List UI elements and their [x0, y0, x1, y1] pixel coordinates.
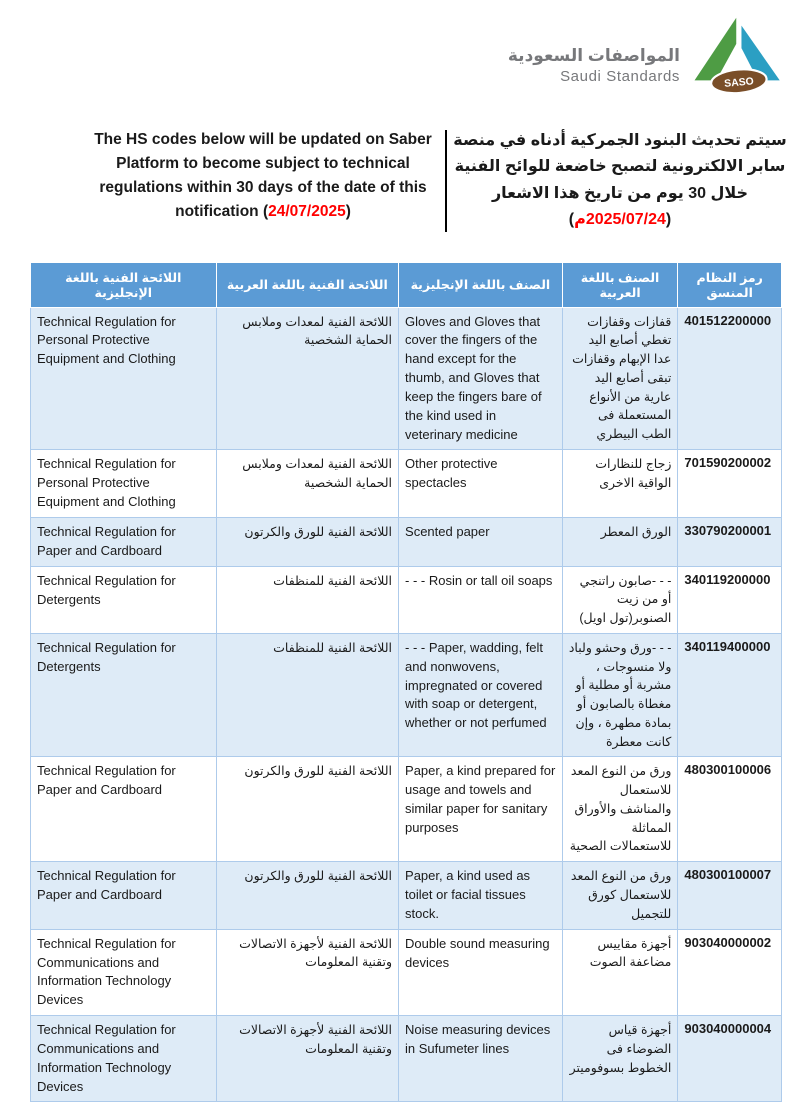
notification-date-arabic: 2025/07/24م	[574, 211, 666, 229]
item-english-cell: Gloves and Gloves that cover the fingers of the hand except for the thumb, and Gloves that keep the fingers bare of the kind used in veterinary medicine	[399, 307, 563, 450]
hs-codes-table	[30, 262, 782, 1102]
saso-logo-icon	[692, 16, 784, 101]
item-arabic-cell: أجهزة مقاييس مضاعفة الصوت	[562, 929, 678, 1015]
hs-code-cell: 903040000002	[678, 929, 782, 1015]
item-english-cell: Double sound measuring devices	[399, 929, 563, 1015]
page-header	[0, 0, 808, 100]
regulation-arabic-cell: اللائحة الفنية للورق والكرتون	[216, 518, 398, 567]
table-row	[31, 1016, 782, 1102]
hs-code-cell: 480300100006	[678, 757, 782, 862]
col-header-item-english: الصنف باللغة الإنجليزية	[399, 262, 563, 307]
regulation-arabic-cell: اللائحة الفنية للورق والكرتون	[216, 757, 398, 862]
notification-banner	[93, 128, 793, 234]
item-english-cell: - - - Rosin or tall oil soaps	[399, 566, 563, 633]
notification-text-english	[93, 128, 439, 234]
regulation-english-cell: Technical Regulation for Paper and Cardboard	[31, 862, 217, 930]
regulation-arabic-cell: اللائحة الفنية لمعدات وملابس الحماية الشخصية	[216, 307, 398, 450]
item-english-cell: Other protective spectacles	[399, 450, 563, 518]
table-row	[31, 633, 782, 757]
item-arabic-cell: - - -ورق وحشو ولباد ولا منسوجات ، مشربة أو مطلية أو مغطاة بالصابون أو بمادة مطهرة ، وإن كانت معطرة	[562, 633, 678, 757]
notification-text-arabic	[453, 128, 793, 234]
saso-brand	[508, 16, 784, 101]
notification-arabic-close: )	[568, 211, 575, 229]
table-header-row	[31, 262, 782, 307]
notification-english-body: The HS codes below will be updated on Saber Platform to become subject to technical regulations within 30 days of the date of this notification (	[94, 131, 432, 221]
item-arabic-cell: - - -صابون راتنجي أو من زيت الصنوبر(تول اويل)	[562, 566, 678, 633]
notice-divider	[445, 130, 447, 232]
item-arabic-cell: زجاج للنظارات الواقية الاخرى	[562, 450, 678, 518]
col-header-item-arabic: الصنف باللغة العربية	[562, 262, 678, 307]
regulation-arabic-cell: اللائحة الفنية لأجهزة الاتصالات وتقنية المعلومات	[216, 929, 398, 1015]
hs-code-cell: 340119200000	[678, 566, 782, 633]
table-row	[31, 929, 782, 1015]
brand-names	[508, 32, 680, 85]
hs-code-cell: 401512200000	[678, 307, 782, 450]
item-english-cell: Noise measuring devices in Sufumeter lines	[399, 1016, 563, 1102]
table-row	[31, 862, 782, 930]
table-row	[31, 450, 782, 518]
notification-date-english: 24/07/2025	[268, 203, 346, 221]
regulation-arabic-cell: اللائحة الفنية للورق والكرتون	[216, 862, 398, 930]
table-row	[31, 518, 782, 567]
table-row	[31, 307, 782, 450]
item-english-cell: Scented paper	[399, 518, 563, 567]
hs-code-cell: 480300100007	[678, 862, 782, 930]
regulation-english-cell: Technical Regulation for Communications and Information Technology Devices	[31, 1016, 217, 1102]
hs-code-cell: 340119400000	[678, 633, 782, 757]
item-english-cell: Paper, a kind prepared for usage and towels and similar paper for sanitary purposes	[399, 757, 563, 862]
item-arabic-cell: أجهزة قياس الضوضاء فى الخطوط بسوفوميتر	[562, 1016, 678, 1102]
logo-name-arabic: المواصفات السعودية	[507, 46, 680, 65]
hs-code-cell: 330790200001	[678, 518, 782, 567]
regulation-arabic-cell: اللائحة الفنية للمنظفات	[216, 566, 398, 633]
hs-code-cell: 701590200002	[678, 450, 782, 518]
item-arabic-cell: ورق من النوع المعد للاستعمال والمناشف والأوراق المماثلة للاستعمالات الصحية	[562, 757, 678, 862]
regulation-arabic-cell: اللائحة الفنية لأجهزة الاتصالات وتقنية المعلومات	[216, 1016, 398, 1102]
notification-english-close: )	[345, 203, 351, 221]
item-arabic-cell: قفازات وقفازات تغطي أصابع اليد عدا الإبهام وقفازات تبقى أصابع اليد عارية من الأنواع المستعملة فى الطب البيطري	[562, 307, 678, 450]
regulation-english-cell: Technical Regulation for Personal Protective Equipment and Clothing	[31, 450, 217, 518]
table-row	[31, 566, 782, 633]
saso-badge-label: SASO	[723, 76, 755, 90]
regulation-arabic-cell: اللائحة الفنية للمنظفات	[216, 633, 398, 757]
regulation-english-cell: Technical Regulation for Detergents	[31, 566, 217, 633]
regulation-english-cell: Technical Regulation for Communications and Information Technology Devices	[31, 929, 217, 1015]
col-header-regulation-arabic: اللائحة الفنية باللغة العربية	[216, 262, 398, 307]
logo-name-english: Saudi Standards	[560, 68, 680, 85]
item-english-cell: Paper, a kind used as toilet or facial tissues stock.	[399, 862, 563, 930]
item-arabic-cell: الورق المعطر	[562, 518, 678, 567]
regulation-english-cell: Technical Regulation for Paper and Cardboard	[31, 757, 217, 862]
hs-code-cell: 903040000004	[678, 1016, 782, 1102]
regulation-arabic-cell: اللائحة الفنية لمعدات وملابس الحماية الشخصية	[216, 450, 398, 518]
regulation-english-cell: Technical Regulation for Paper and Cardboard	[31, 518, 217, 567]
notification-arabic-body: سيتم تحديث البنود الجمركية أدناه في منصة سابر الالكترونية لتصبح خاضعة للوائح الفنية خلال 30 يوم من تاريخ هذا الاشعار (	[453, 132, 787, 229]
table-row	[31, 757, 782, 862]
item-arabic-cell: ورق من النوع المعد للاستعمال كورق للتجميل	[562, 862, 678, 930]
regulation-english-cell: Technical Regulation for Personal Protective Equipment and Clothing	[31, 307, 217, 450]
regulation-english-cell: Technical Regulation for Detergents	[31, 633, 217, 757]
col-header-hs-code: رمز النظام المنسق	[678, 262, 782, 307]
col-header-regulation-english: اللائحة الفنية باللغة الإنجليزية	[31, 262, 217, 307]
item-english-cell: - - - Paper, wadding, felt and nonwovens, impregnated or covered with soap or detergent, whether or not perfumed	[399, 633, 563, 757]
